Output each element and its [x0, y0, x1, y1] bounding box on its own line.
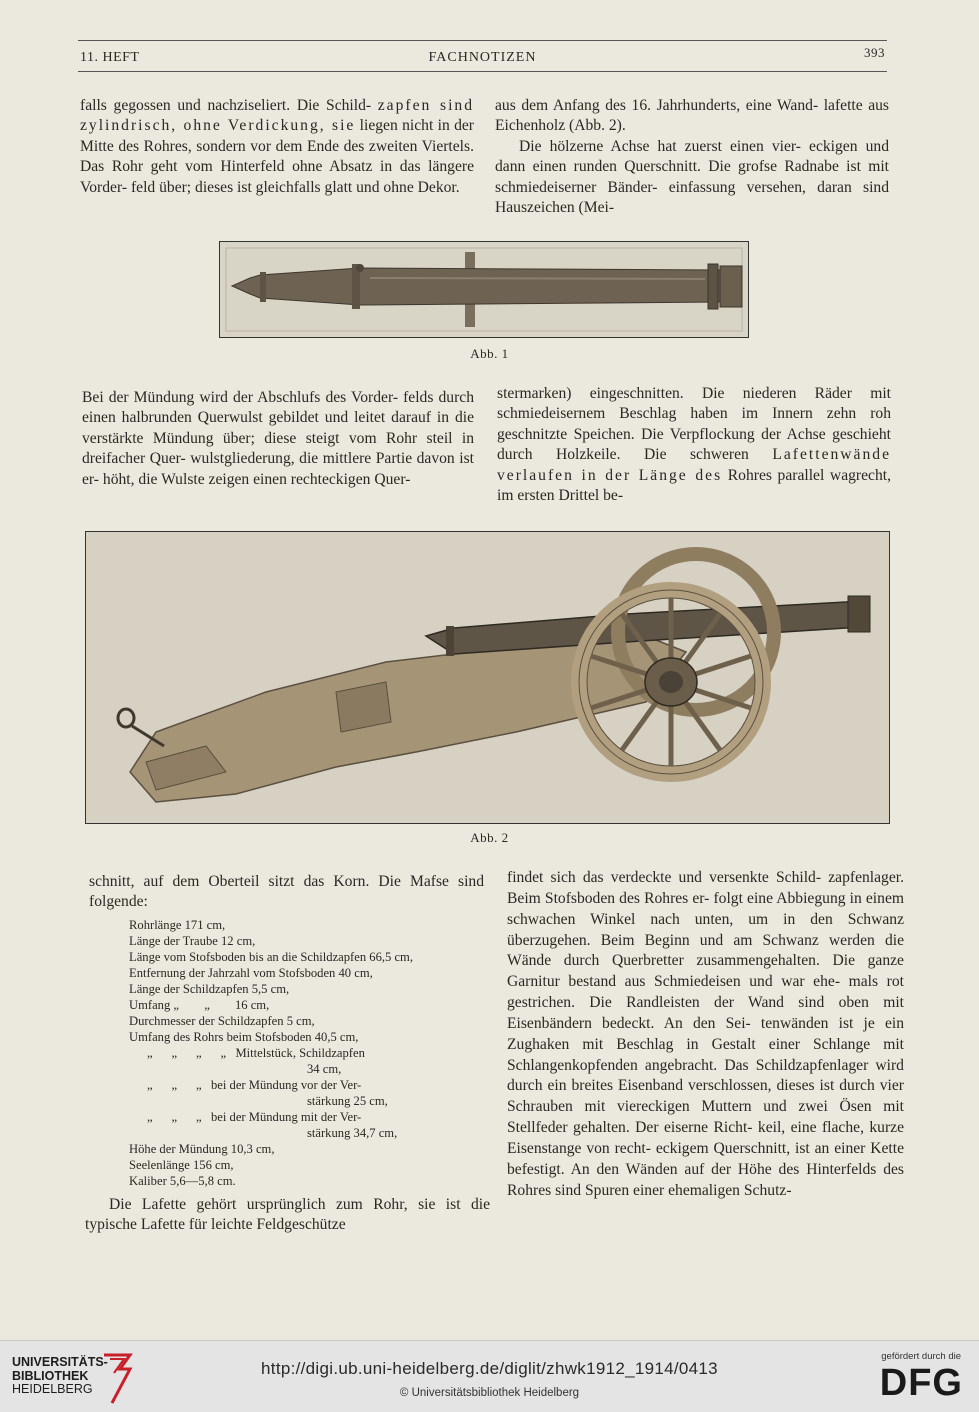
top-left-column [80, 96, 474, 198]
bottom-left-column [85, 872, 490, 1236]
section-title: FACHNOTIZEN [428, 50, 537, 65]
list-item: stärkung 25 cm, [307, 1093, 388, 1108]
text-line: eckigem Querschnitt, ist an einer Kette befestigt. [507, 1139, 904, 1178]
issue-label: 11. HEFT [80, 50, 140, 65]
text-line: Die Lafette gehört ursprünglich zum Rohr, [109, 1195, 408, 1213]
bottom-left-intro [89, 872, 484, 913]
page-number: 393 [864, 45, 885, 60]
text-line: Garnitur bestand aus Schmiedeisen und war ehe- [507, 973, 841, 991]
list-item: „ „ „ „ Mittelstück, Schildzapfen [147, 1045, 365, 1060]
list-item: Länge vom Stofsboden bis an die Schildzapfen 66,5 cm, [129, 949, 413, 964]
top-right-paragraph-2 [495, 137, 889, 219]
figure-1-caption: Abb. 1 [470, 346, 509, 361]
bottom-right-paragraph [507, 868, 904, 1202]
text-line: stermarken) eingeschnitten. Die niederen Räder [497, 385, 852, 402]
text-line: schnitt, auf dem Oberteil sitzt das Korn. Die [89, 873, 401, 890]
list-item: „ „ „ bei der Mündung vor der Ver- [147, 1077, 362, 1092]
funder-label: gefördert durch die [881, 1351, 961, 1362]
list-item: 34 cm, [307, 1061, 342, 1076]
text-line: tenwänden ist je ein Zughaken mit Beschlag in [507, 1014, 904, 1053]
middle-left-paragraph [82, 388, 474, 490]
list-item: Rohrlänge 171 cm, [129, 917, 226, 932]
text-line: keil, eine flache, kurze Eisenstange von recht- [507, 1119, 905, 1157]
text-line: eckigen und dann einen runden Querschnitt. Die [495, 137, 889, 176]
list-item: Länge der Traube 12 cm, [129, 933, 256, 948]
dfg-logo: DFG [879, 1362, 963, 1404]
library-name-line: BIBLIOTHEK [12, 1368, 89, 1383]
text-line: feld über; dieses ist gleichfalls glatt und ohne Dekor. [130, 178, 460, 196]
figure-2-caption: Abb. 2 [470, 830, 509, 845]
text-line: zapfenlager. Beim Stofsboden des Rohres er- [507, 869, 904, 907]
permalink-url[interactable]: http://digi.ub.uni-heidelberg.de/diglit/zhwk1912_1914/0413 [261, 1359, 718, 1378]
copyright-notice: © Universitätsbibliothek Heidelberg [399, 1387, 580, 1399]
text-line: findet sich das verdeckte und versenkte Schild- [507, 869, 822, 886]
library-name-line: HEIDELBERG [12, 1382, 93, 1396]
list-item: „ „ „ bei der Mündung mit der Ver- [147, 1109, 362, 1124]
text-line: dem Ende des zweiten Viertels. Das Rohr geht [80, 137, 474, 176]
middle-right-column [497, 384, 891, 506]
text-line: wulstgliederung, die mittlere Partie davon ist er- [82, 450, 474, 488]
list-item: Höhe der Mündung 10,3 cm, [129, 1141, 275, 1156]
list-item: Entfernung der Jahrzahl vom Stofsboden 40 cm, [129, 965, 373, 980]
text-line: mals rot gestrichen. Die Randleisten der Wand [507, 973, 904, 1012]
list-item: Umfang des Rohrs beim Stofsboden 40,5 cm, [129, 1029, 359, 1044]
middle-left-column [82, 388, 474, 490]
middle-right-paragraph [497, 384, 891, 506]
text-line: vom Hinterfeld ohne Absatz in das längere Vorder- [80, 158, 474, 196]
text-line: breites Eisenband verschlossen, dieses ist durch [571, 1077, 875, 1095]
text-line: Bei der Mündung wird der Abschlufs des Vorder- [82, 389, 399, 406]
bottom-left-closing [85, 1195, 490, 1236]
text-line: Die hölzerne Achse hat zuerst einen vier- [519, 137, 801, 155]
text-line: durch Querbretter zusammengehalten. Die ganze [563, 952, 904, 970]
text-line: der Achse geschieht durch Holzkeile. Die schweren [497, 425, 891, 464]
text-line: Gestalt einer Schlange mit Schlangenkopfenden [507, 1035, 904, 1074]
text-line: sie ist die typische Lafette für leichte Feldgeschütze [85, 1195, 490, 1234]
list-item: Umfang „ „ 16 cm, [129, 997, 270, 1012]
text-line: zehn roh geschnitzte Speichen. Die Verpflockung [497, 405, 891, 443]
text-line: Mafse sind folgende: [89, 873, 484, 911]
bottom-right-column [507, 868, 904, 1202]
text-line: Lafettenwände verlaufen in der Länge des [497, 446, 891, 484]
text-line: falls gegossen und nachziseliert. Die Schild- [80, 97, 372, 114]
text-line: Ösen mit Stellfeder gehalten. Der eiserne Richt- [507, 1098, 905, 1137]
text-line: felds durch einen halbrunden Querwulst gebildet [82, 389, 474, 427]
list-item: Kaliber 5,6—5,8 cm. [129, 1173, 236, 1188]
top-right-column [495, 96, 889, 218]
text-line: Beim Beginn und am Schwanz werden die Wände [507, 931, 904, 970]
figure-2-photo [85, 531, 890, 824]
list-item: Seelenlänge 156 cm, [129, 1157, 234, 1172]
library-name-line: UNIVERSITÄTS- [12, 1355, 108, 1369]
list-item: Durchmesser der Schildzapfen 5 cm, [129, 1013, 315, 1028]
text-line: nach unten, um in den Schwanz überzugehen. [507, 910, 905, 949]
text-line: Rohres parallel wagrecht, im ersten Drittel be- [497, 466, 891, 505]
text-line: und leitet darauf in die verstärkte Mündung über; [82, 409, 474, 447]
text-line: sind oben mit Eisenbändern bedeckt. An den Sei- [507, 994, 904, 1032]
text-line: angebracht. Das Schildzapfenlager wird durch ein [507, 1056, 904, 1095]
text-line: mit schmiedeisernem Beschlag haben im Innern [497, 385, 891, 423]
text-line: liegen nicht in der Mitte des Rohres, sondern vor [80, 117, 474, 155]
top-left-paragraph [80, 96, 474, 198]
text-line: lafette aus Eichenholz (Abb. 2). [495, 97, 889, 135]
figure-1-photo [219, 241, 749, 338]
digitization-footer [0, 1340, 979, 1412]
text-line: zapfen sind zylindrisch, ohne Verdickung, sie [80, 97, 474, 135]
cannon-carriage-illustration [86, 532, 889, 823]
cannon-barrel-illustration [220, 242, 748, 337]
text-line: aus dem Anfang des 16. Jahrhunderts, eine Wand- [495, 97, 819, 114]
text-line: höht, die Wulste zeigen einen rechteckigen Quer- [102, 470, 411, 488]
top-right-paragraph-1 [495, 96, 889, 137]
text-line: An den Wänden auf der Höhe des Hinterfelds des [570, 1160, 904, 1178]
text-line: folgt eine Abbiegung in einem schwachen Winkel [507, 889, 904, 928]
text-line: diese steigt vom Rohr steil in dreifacher Quer- [82, 429, 474, 468]
list-item: stärkung 34,7 cm, [307, 1125, 398, 1140]
measurements-list [129, 917, 484, 1189]
running-header [78, 40, 887, 72]
text-line: vier Schrauben mit viereckigen Muttern und zwei [507, 1077, 904, 1116]
text-line: grofse Radnabe ist mit schmiedeiserner Bänder- [495, 158, 889, 196]
text-line: Rohres sind Spuren einer ehemaligen Schutz- [507, 1181, 792, 1199]
text-line: einfassung versehen, daran sind Hauszeichen (Mei- [495, 178, 889, 217]
list-item: Länge der Schildzapfen 5,5 cm, [129, 981, 290, 996]
